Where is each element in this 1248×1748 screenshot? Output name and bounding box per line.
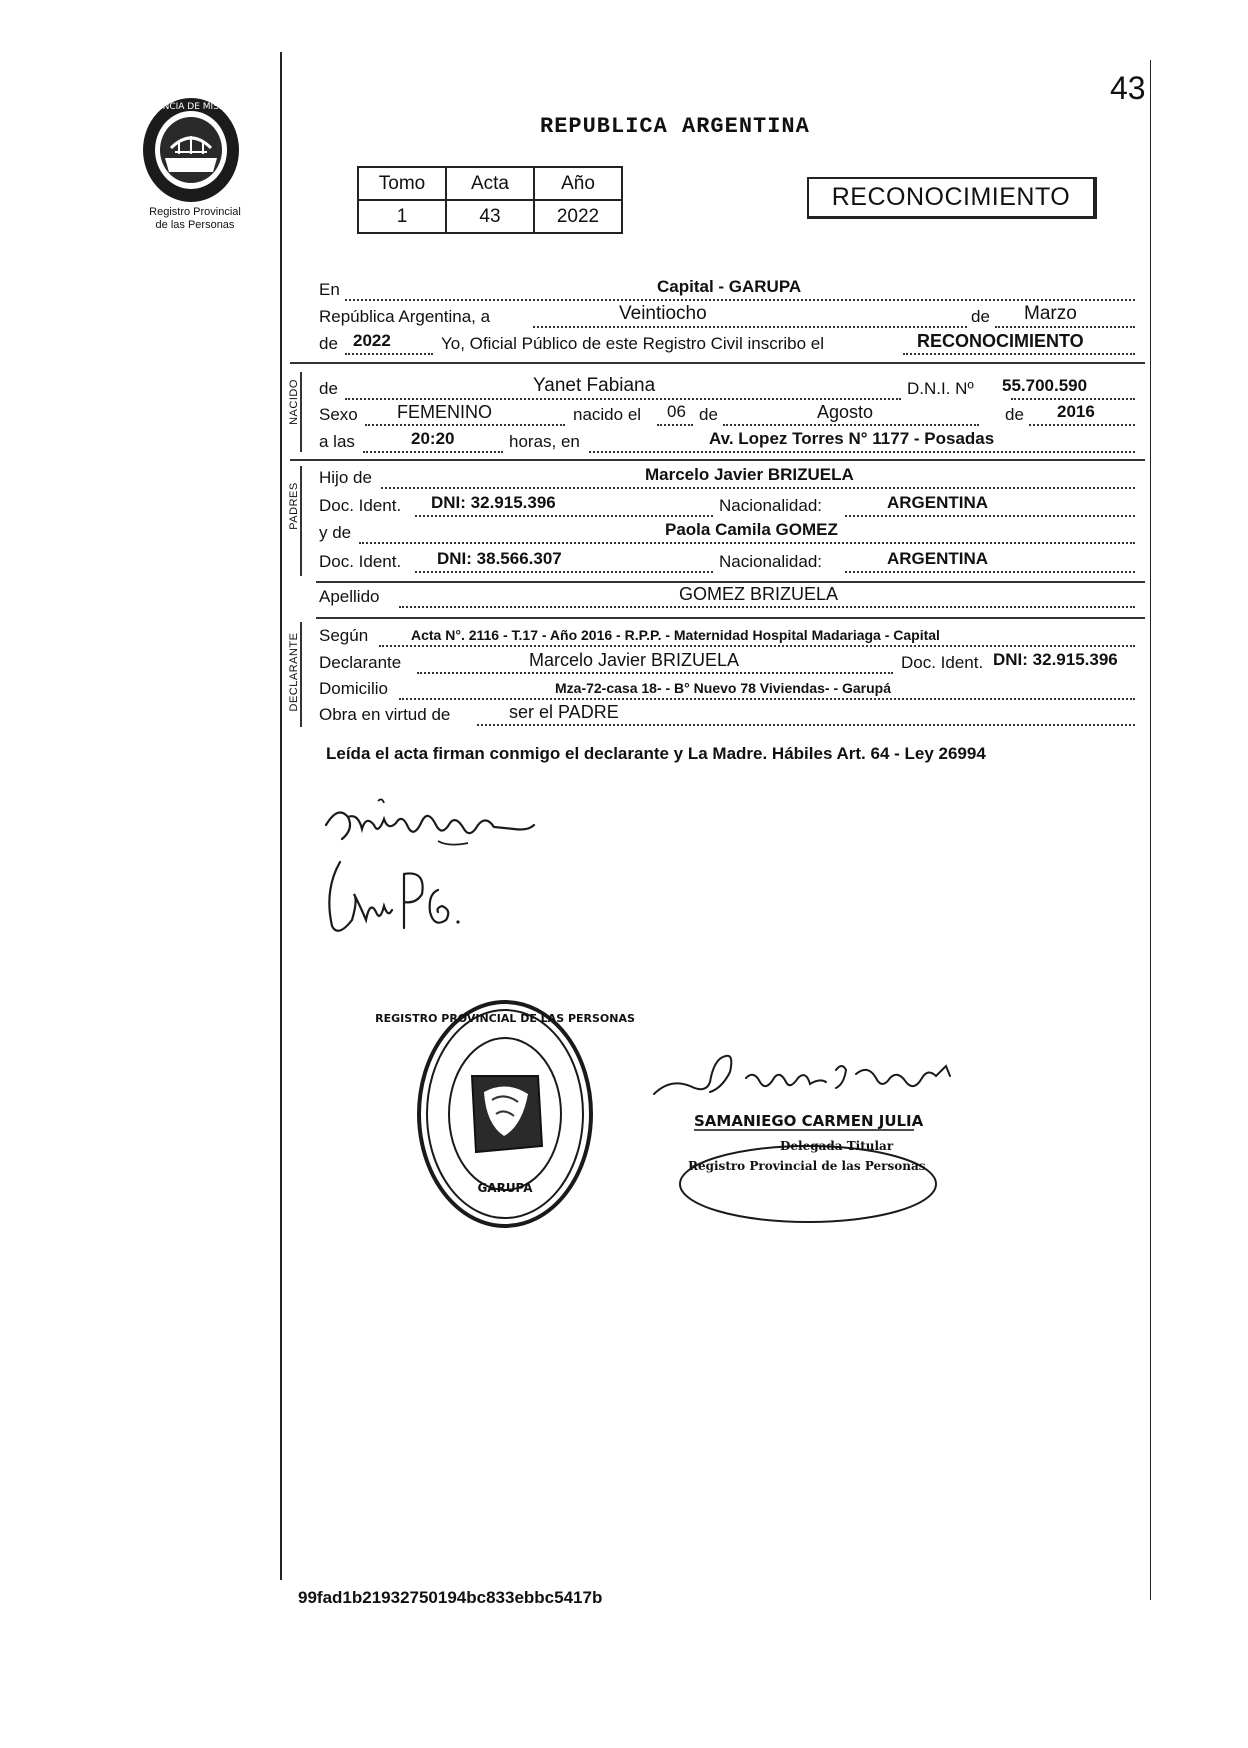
value-madre: Paola Camila GOMEZ bbox=[665, 520, 838, 539]
value-lugar-nac: Av. Lopez Torres N° 1177 - Posadas bbox=[709, 429, 995, 448]
row-sexo bbox=[319, 404, 1135, 426]
value-obra: ser el PADRE bbox=[509, 702, 619, 722]
acta-table-cell: 1 bbox=[358, 200, 446, 233]
left-margin-line bbox=[280, 52, 282, 1580]
value-madre-doc: DNI: 38.566.307 bbox=[437, 549, 562, 568]
logo-ring-text: PROVINCIA DE MISIONES bbox=[135, 102, 247, 112]
label-doc-ident-1: Doc. Ident. bbox=[319, 496, 402, 515]
label-republica: República Argentina, a bbox=[319, 307, 491, 326]
row-domicilio bbox=[319, 678, 1135, 700]
label-dni: D.N.I. Nº bbox=[907, 379, 974, 398]
row-obra bbox=[319, 704, 1135, 726]
row-doc-madre bbox=[319, 551, 1135, 573]
section-divider bbox=[290, 459, 1145, 461]
row-en bbox=[319, 279, 1135, 301]
acta-table-header bbox=[358, 167, 622, 200]
label-de-day: de bbox=[699, 405, 718, 424]
label-segun: Según bbox=[319, 626, 369, 645]
official-stamp bbox=[668, 1102, 940, 1226]
seal-ring-text: REGISTRO PROVINCIAL DE LAS PERSONAS bbox=[375, 1012, 635, 1025]
row-y-de bbox=[319, 522, 1135, 544]
label-nacionalidad-2: Nacionalidad: bbox=[719, 552, 823, 571]
logo-caption bbox=[120, 206, 270, 232]
label-y-de: y de bbox=[319, 523, 352, 542]
label-de-year: de bbox=[319, 334, 338, 353]
value-domicilio: Mza-72-casa 18- - B° Nuevo 78 Viviendas- - Garupá bbox=[555, 680, 892, 696]
row-declarante bbox=[319, 652, 1135, 674]
label-a-las: a las bbox=[319, 432, 355, 451]
section-divider bbox=[316, 617, 1145, 619]
value-lugar: Capital - GARUPA bbox=[657, 277, 802, 296]
acta-table-cell: 43 bbox=[446, 200, 534, 233]
section-bar-padres bbox=[300, 466, 302, 576]
official-signature bbox=[650, 1048, 970, 1106]
value-nombre: Yanet Fabiana bbox=[533, 375, 656, 396]
row-nombre bbox=[319, 375, 1135, 400]
value-mes: Marzo bbox=[1024, 303, 1077, 324]
value-padre-nac: ARGENTINA bbox=[887, 493, 989, 512]
section-bar-declarante bbox=[300, 622, 302, 727]
row-apellido bbox=[319, 586, 1135, 608]
label-de-name: de bbox=[319, 379, 338, 398]
signature-declarante bbox=[318, 795, 548, 855]
label-apellido: Apellido bbox=[319, 587, 380, 606]
official-name: SAMANIEGO CARMEN JULIA bbox=[694, 1112, 924, 1130]
official-seal bbox=[375, 996, 635, 1232]
value-nac-dia: 06 bbox=[667, 402, 686, 421]
label-nacionalidad-1: Nacionalidad: bbox=[719, 496, 823, 515]
value-anio: 2022 bbox=[353, 331, 391, 350]
acta-table-cell: 2022 bbox=[534, 200, 622, 233]
value-padre-doc: DNI: 32.915.396 bbox=[431, 493, 556, 512]
logo-caption-line1: Registro Provincial bbox=[149, 206, 241, 218]
value-nac-anio: 2016 bbox=[1057, 402, 1095, 421]
label-yo-oficial: Yo, Oficial Público de este Registro Civil inscribo el bbox=[441, 334, 824, 353]
acta-table-header-cell: Acta bbox=[446, 167, 534, 200]
label-obra-en-virtud: Obra en virtud de bbox=[319, 705, 451, 724]
row-anio bbox=[319, 333, 1135, 355]
seal-bottom-text: GARUPA bbox=[477, 1181, 533, 1195]
value-acto: RECONOCIMIENTO bbox=[917, 331, 1084, 351]
label-doc-ident-2: Doc. Ident. bbox=[319, 552, 402, 571]
value-nac-mes: Agosto bbox=[817, 402, 874, 422]
label-sexo: Sexo bbox=[319, 405, 358, 424]
value-hora: 20:20 bbox=[411, 429, 455, 448]
value-dia: Veintiocho bbox=[619, 303, 707, 324]
document-title: REPUBLICA ARGENTINA bbox=[540, 114, 810, 139]
official-role: Delegada Titular bbox=[780, 1139, 894, 1153]
label-domicilio: Domicilio bbox=[319, 679, 388, 698]
signature-madre bbox=[318, 850, 478, 940]
value-declarante-doc: DNI: 32.915.396 bbox=[993, 650, 1118, 669]
row-hora bbox=[319, 431, 1135, 453]
label-nacido-el: nacido el bbox=[573, 405, 642, 424]
value-segun: Acta N°. 2116 - T.17 - Año 2016 - R.P.P. - Maternidad Hospital Madariaga - Capital bbox=[411, 627, 940, 643]
label-de-y: de bbox=[1005, 405, 1024, 424]
acta-table-header-cell: Tomo bbox=[358, 167, 446, 200]
row-hijo-de bbox=[319, 467, 1135, 489]
label-hijo-de: Hijo de bbox=[319, 468, 372, 487]
value-sexo: FEMENINO bbox=[397, 402, 493, 422]
side-label-padres: PADRES bbox=[288, 482, 300, 530]
province-logo bbox=[135, 92, 247, 210]
row-republica bbox=[319, 303, 1135, 328]
document-hash: 99fad1b21932750194bc833ebbc5417b bbox=[298, 1588, 603, 1607]
side-label-nacido: NACIDO bbox=[288, 379, 300, 425]
act-type-box: RECONOCIMIENTO bbox=[807, 177, 1097, 219]
row-segun bbox=[319, 625, 1135, 647]
row-doc-padre bbox=[319, 495, 1135, 517]
logo-caption-line2: de las Personas bbox=[155, 219, 235, 231]
acta-table bbox=[357, 166, 623, 234]
section-divider bbox=[290, 362, 1145, 364]
right-margin-line bbox=[1150, 60, 1151, 1600]
section-bar-nacido bbox=[300, 372, 302, 452]
label-declarante: Declarante bbox=[319, 653, 402, 672]
page-number: 43 bbox=[1110, 70, 1146, 106]
label-doc-ident-3: Doc. Ident. bbox=[901, 653, 984, 672]
acta-table-header-cell: Año bbox=[534, 167, 622, 200]
acta-table-values bbox=[358, 200, 622, 233]
label-en: En bbox=[319, 280, 340, 299]
value-declarante: Marcelo Javier BRIZUELA bbox=[529, 650, 740, 670]
closing-text: Leída el acta firman conmigo el declarante y La Madre. Hábiles Art. 64 - Ley 26994 bbox=[326, 744, 986, 763]
official-office: Registro Provincial de las Personas bbox=[688, 1159, 926, 1173]
value-apellido: GOMEZ BRIZUELA bbox=[679, 584, 839, 604]
label-horas-en: horas, en bbox=[509, 432, 580, 451]
side-label-declarante: DECLARANTE bbox=[288, 632, 300, 712]
value-padre: Marcelo Javier BRIZUELA bbox=[645, 465, 854, 484]
value-madre-nac: ARGENTINA bbox=[887, 549, 989, 568]
value-dni: 55.700.590 bbox=[1002, 376, 1088, 395]
label-de-month: de bbox=[971, 307, 990, 326]
